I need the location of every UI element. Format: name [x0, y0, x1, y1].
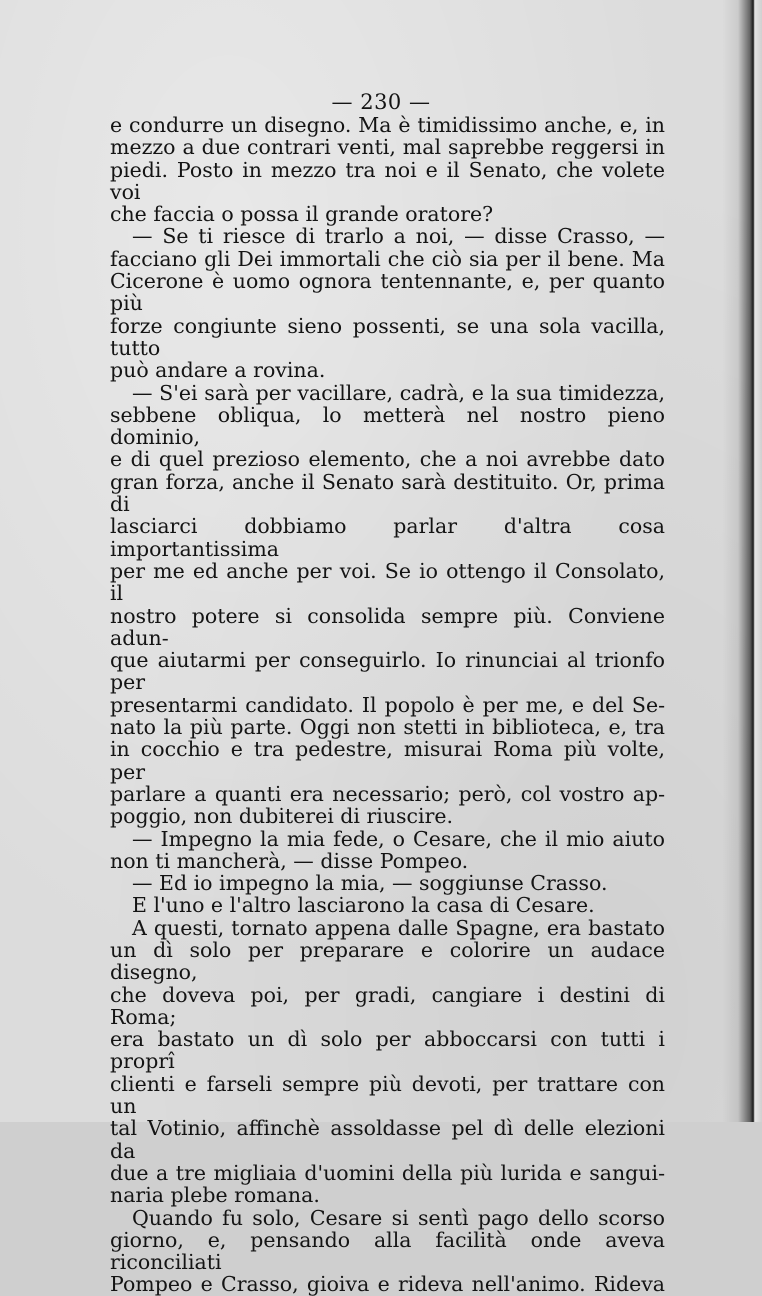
text-line: può andare a rovina.: [110, 358, 326, 383]
text-line: sebbene obliqua, lo metterà nel nostro pieno dominio,: [110, 402, 665, 450]
text-line: A questi, tornato appena dalle Spagne, era bastato: [132, 915, 665, 940]
text-line: piedi. Posto in mezzo tra noi e il Senato, che volete voi: [110, 157, 665, 204]
text-line: gran forza, anche il Senato sarà destituito. Or, prima di: [110, 469, 665, 517]
text-line: naria plebe romana.: [110, 1183, 320, 1208]
text-line: nostro potere si consolida sempre più. Conviene adun-: [110, 603, 665, 650]
book-spine-shadow: [722, 0, 762, 1122]
text-line: per me ed anche per voi. Se io ottengo il Consolato, il: [110, 558, 665, 606]
text-line: tal Votinio, affinchè assoldasse pel dì delle elezioni da: [110, 1116, 665, 1163]
text-line: — Ed io impegno la mia, — soggiunse Crasso.: [132, 871, 608, 896]
text-line: parlare a quanti era necessario; però, col vostro ap-: [110, 781, 665, 806]
page-body-text: [110, 114, 665, 1296]
text-line: — S'ei sarà per vacillare, cadrà, e la sua timidezza,: [132, 380, 665, 405]
text-line: nato la più parte. Oggi non stetti in biblioteca, e, tra: [110, 715, 665, 740]
text-line: que aiutarmi per conseguirlo. Io rinunciai al trionfo per: [110, 648, 665, 695]
text-line: giorno, e, pensando alla facilità onde aveva riconciliati: [110, 1227, 665, 1275]
text-line: che doveva poi, per gradi, cangiare i destini di Roma;: [110, 982, 665, 1029]
text-line: presentarmi candidato. Il popolo è per me, e del Se-: [110, 692, 665, 717]
text-line: e condurre un disegno. Ma è timidissimo anche, e, in: [110, 113, 665, 137]
page-number: — 230 —: [331, 90, 431, 114]
text-line: forze congiunte sieno possenti, se una sola vacilla, tutto: [110, 313, 665, 360]
text-line: non ti mancherà, — disse Pompeo.: [110, 848, 469, 873]
text-line: clienti e farseli sempre più devoti, per trattare con un: [110, 1071, 665, 1119]
text-line: un dì solo per preparare e colorire un audace disegno,: [110, 937, 665, 985]
text-line: che faccia o possa il grande oratore?: [110, 202, 494, 227]
text-line: — Se ti riesce di trarlo a noi, — disse Crasso, —: [132, 224, 665, 249]
text-line: Quando fu solo, Cesare si sentì pago dello scorso: [132, 1205, 665, 1230]
text-line: poggio, non dubiterei di riuscire.: [110, 804, 454, 829]
text-line: e di quel prezioso elemento, che a noi avrebbe dato: [110, 447, 665, 472]
text-line: mezzo a due contrari venti, mal saprebbe reggersi in: [110, 135, 665, 160]
text-line: — Impegno la mia fede, o Cesare, che il mio aiuto: [132, 826, 665, 851]
text-line: E l'uno e l'altro lasciarono la casa di Cesare.: [132, 893, 595, 918]
text-line: lasciarci dobbiamo parlar d'altra cosa importantissima: [110, 514, 665, 561]
text-line: in cocchio e tra pedestre, misurai Roma più volte, per: [110, 737, 665, 784]
text-line: Pompeo e Crasso, gioiva e rideva nell'animo. Rideva: [110, 1272, 665, 1296]
text-line: Cicerone è uomo ognora tentennante, e, per quanto più: [110, 269, 665, 316]
text-line: era bastato un dì solo per abboccarsi con tutti i proprî: [110, 1027, 665, 1074]
text-line: due a tre migliaia d'uomini della più lurida e sangui-: [110, 1160, 665, 1185]
text-line: facciano gli Dei immortali che ciò sia per il bene. Ma: [110, 246, 665, 271]
